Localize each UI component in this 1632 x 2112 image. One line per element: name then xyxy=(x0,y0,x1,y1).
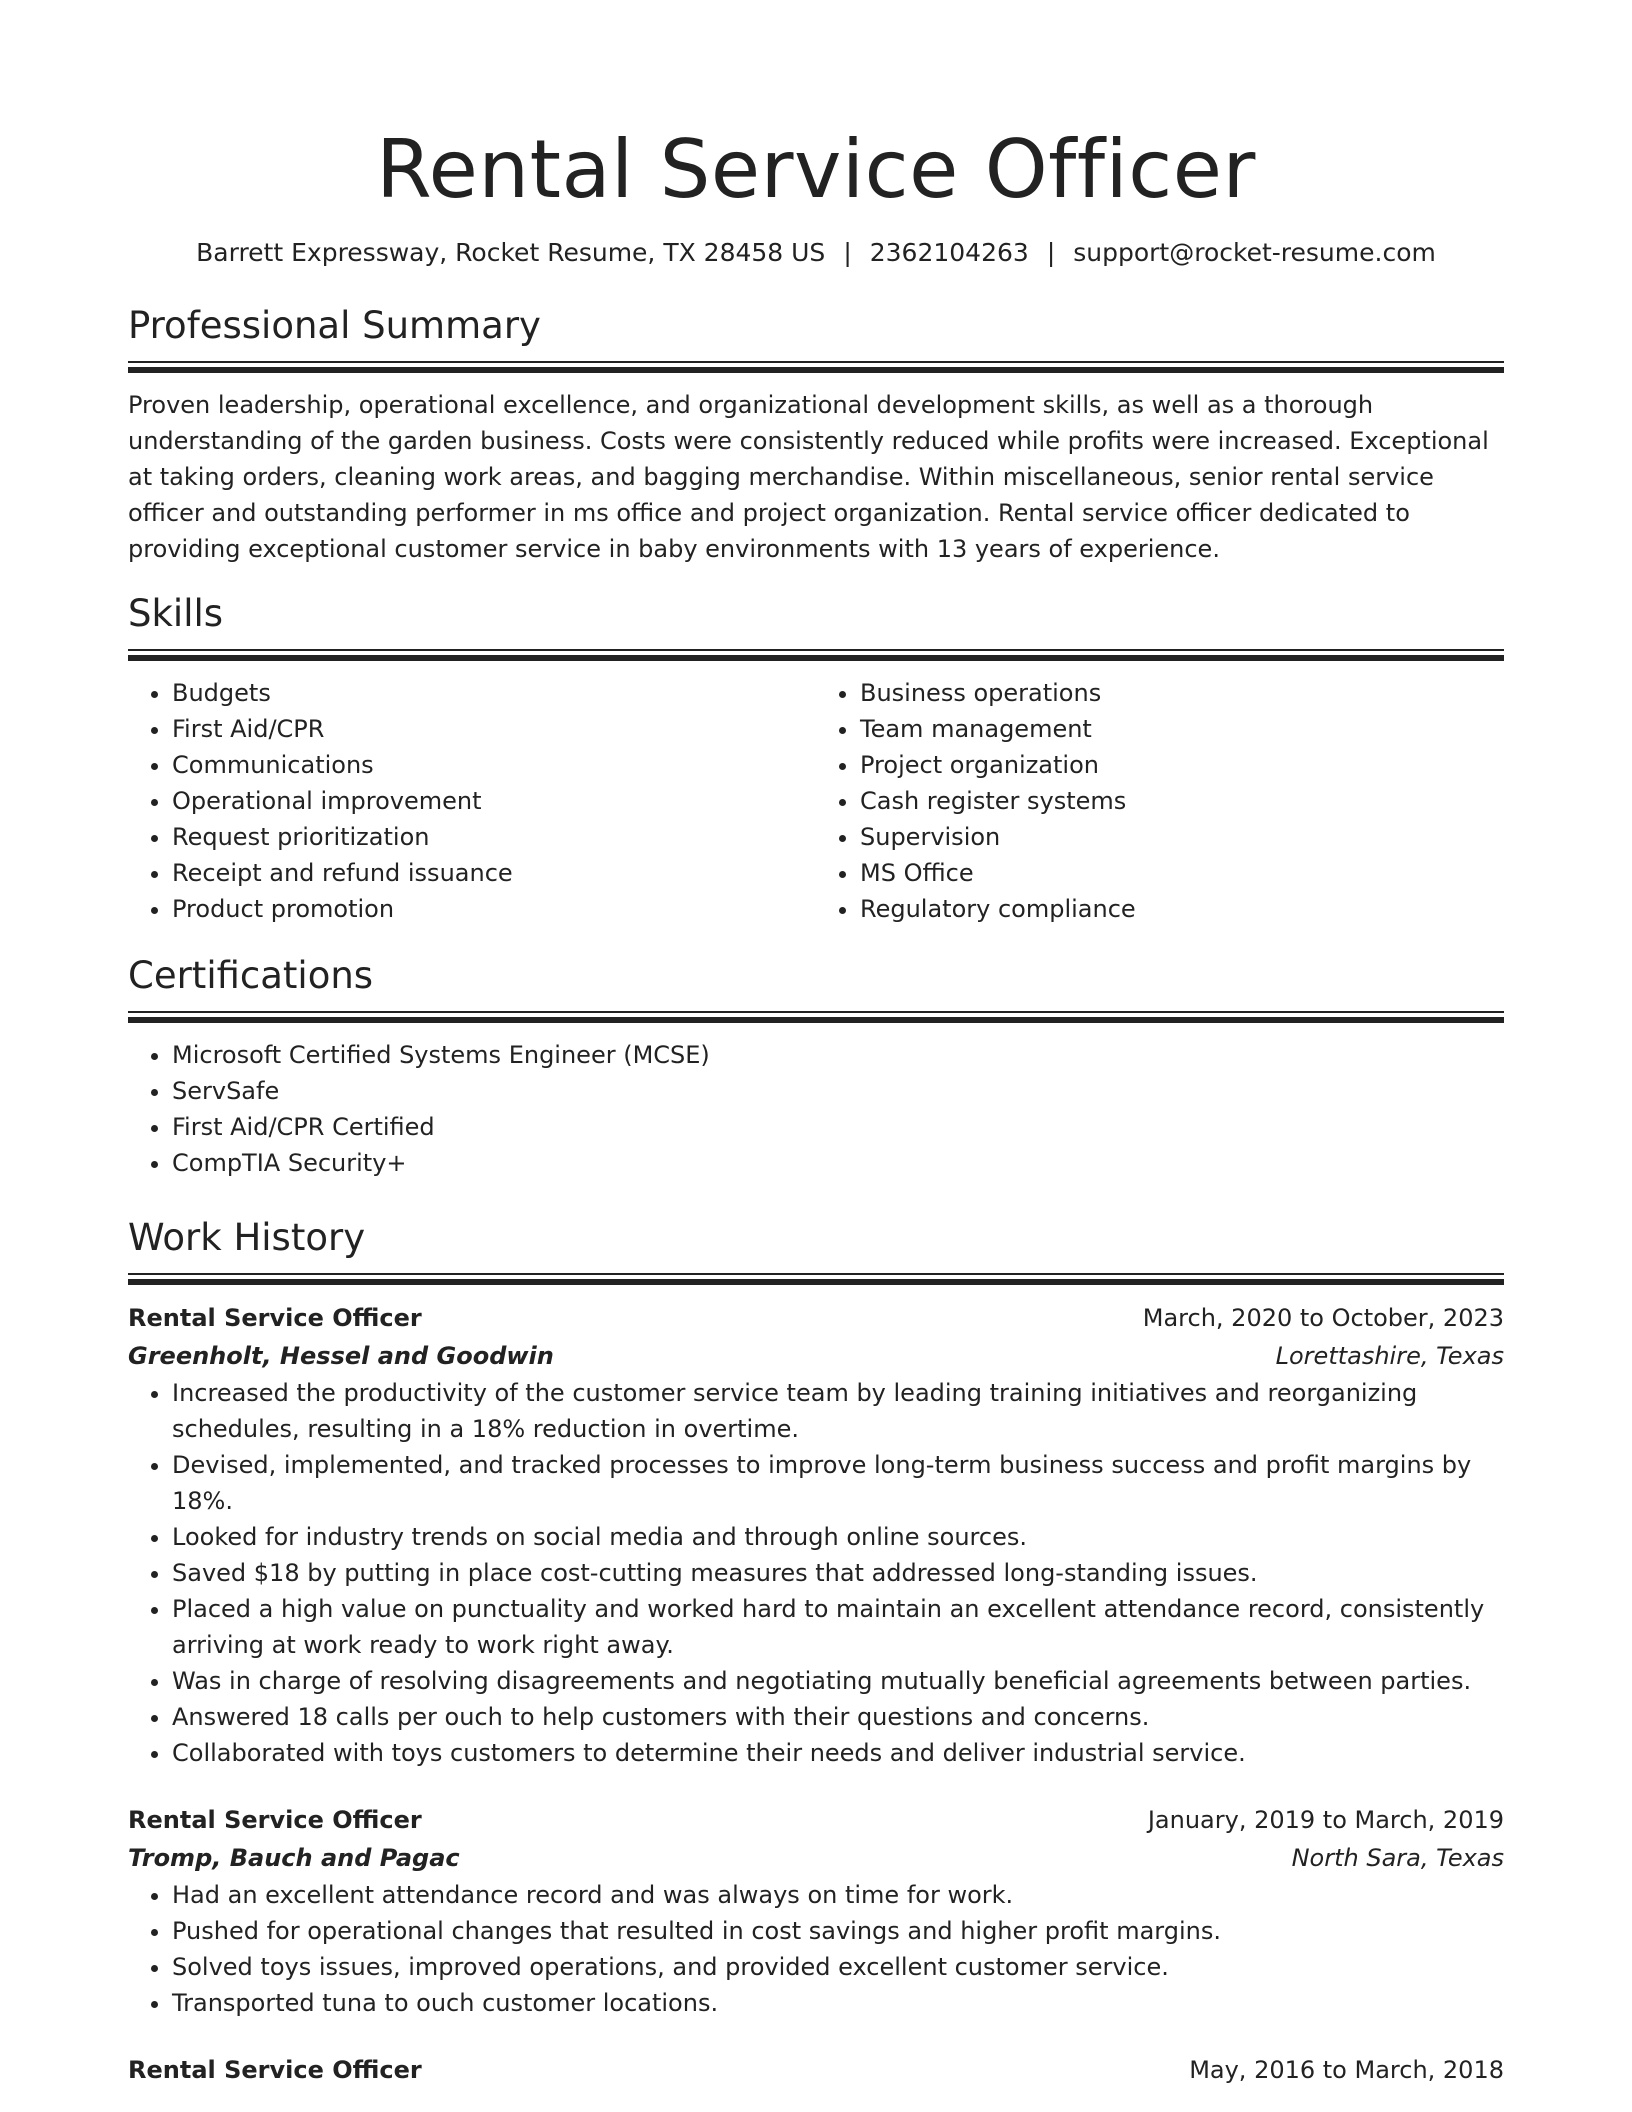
job-bullets xyxy=(128,1877,1504,2021)
job-dates: March, 2020 to October, 2023 xyxy=(1142,1304,1504,1332)
job-bullet: • Answered 18 calls per ouch to help customers with their questions and concerns. xyxy=(172,1699,1504,1735)
job-header xyxy=(128,1801,1504,1839)
certifications-list xyxy=(128,1037,1504,1181)
contact-separator: | xyxy=(843,238,852,267)
contact-phone: 2362104263 xyxy=(869,238,1029,267)
job-title: Rental Service Officer xyxy=(128,1806,422,1834)
job-dates: January, 2019 to March, 2019 xyxy=(1147,1806,1504,1834)
skill-item: • First Aid/CPR xyxy=(172,711,816,747)
contact-address: Barrett Expressway, Rocket Resume, TX 28458 US xyxy=(196,238,826,267)
skill-item: • Project organization xyxy=(860,747,1504,783)
job-dates: May, 2016 to March, 2018 xyxy=(1189,2056,1504,2084)
skill-item: • MS Office xyxy=(860,855,1504,891)
job-subheader xyxy=(128,1839,1504,1877)
skill-item: • Team management xyxy=(860,711,1504,747)
job-header xyxy=(128,2051,1504,2089)
job-bullet: • Solved toys issues, improved operations, and provided excellent customer service. xyxy=(172,1949,1504,1985)
skill-item: • Business operations xyxy=(860,675,1504,711)
job-location: Lorettashire, Texas xyxy=(1275,1342,1504,1370)
section-divider xyxy=(128,361,1504,373)
work-section xyxy=(128,1213,1504,2089)
section-title-skills: Skills xyxy=(128,592,224,635)
skill-item: • Product promotion xyxy=(172,891,816,927)
skills-list-left xyxy=(128,675,816,927)
job-header xyxy=(128,1299,1504,1337)
contact-email: support@rocket-resume.com xyxy=(1073,238,1436,267)
job-location: North Sara, Texas xyxy=(1291,1844,1504,1872)
job-bullet: • Increased the productivity of the customer service team by leading training initiatives and reorganizing schedules, resulting in a 18% reduction in overtime. xyxy=(172,1375,1504,1447)
contact-separator: | xyxy=(1046,238,1056,267)
skill-item: • Regulatory compliance xyxy=(860,891,1504,927)
section-title-certifications: Certifications xyxy=(128,954,374,997)
job-bullet: • Transported tuna to ouch customer locations. xyxy=(172,1985,1504,2021)
job-title: Rental Service Officer xyxy=(128,2056,422,2084)
certification-item: • First Aid/CPR Certified xyxy=(172,1109,1504,1145)
job-entry xyxy=(128,1801,1504,2021)
skill-item: • Cash register systems xyxy=(860,783,1504,819)
skills-list-right xyxy=(816,675,1504,927)
summary-section xyxy=(128,301,1504,567)
job-bullet: • Had an excellent attendance record and was always on time for work. xyxy=(172,1877,1504,1913)
job-entry xyxy=(128,1299,1504,1771)
skill-item: • Receipt and refund issuance xyxy=(172,855,816,891)
skill-item: • Budgets xyxy=(172,675,816,711)
job-subheader xyxy=(128,1337,1504,1375)
job-bullet: • Pushed for operational changes that resulted in cost savings and higher profit margins. xyxy=(172,1913,1504,1949)
skill-item: • Supervision xyxy=(860,819,1504,855)
job-entry xyxy=(128,2051,1504,2089)
skills-grid xyxy=(128,675,1504,927)
section-title-work: Work History xyxy=(128,1216,366,1259)
contact-line xyxy=(128,235,1504,271)
summary-text: Proven leadership, operational excellence, and organizational development skills, as well as a thorough understanding of the garden business. Costs were consistently reduced while profits were increased. Exceptional at taking orders, cleaning work areas, and bagging merchandise. Within miscellaneous, senior rental service officer and outstanding performer in ms office and project organization. Rental service officer dedicated to providing exceptional customer service in baby environments with 13 years of experience. xyxy=(128,391,1489,563)
job-bullet: • Looked for industry trends on social media and through online sources. xyxy=(172,1519,1504,1555)
certification-item: • CompTIA Security+ xyxy=(172,1145,1504,1181)
resume-name: Rental Service Officer xyxy=(376,123,1256,216)
section-divider xyxy=(128,1273,1504,1285)
job-bullet: • Placed a high value on punctuality and worked hard to maintain an excellent attendance record, consistently arriving at work ready to work right away. xyxy=(172,1591,1504,1663)
section-title-summary: Professional Summary xyxy=(128,304,541,347)
skill-item: • Request prioritization xyxy=(172,819,816,855)
certifications-section xyxy=(128,951,1504,1181)
skill-item: • Communications xyxy=(172,747,816,783)
certification-item: • ServSafe xyxy=(172,1073,1504,1109)
job-bullet: • Saved $18 by putting in place cost-cutting measures that addressed long-standing issues. xyxy=(172,1555,1504,1591)
skill-item: • Operational improvement xyxy=(172,783,816,819)
job-company: Greenholt, Hessel and Goodwin xyxy=(128,1342,554,1370)
job-bullet: • Devised, implemented, and tracked processes to improve long-term business success and profit margins by 18%. xyxy=(172,1447,1504,1519)
skills-section xyxy=(128,589,1504,927)
job-company: Tromp, Bauch and Pagac xyxy=(128,1844,460,1872)
certification-item: • Microsoft Certified Systems Engineer (MCSE) xyxy=(172,1037,1504,1073)
job-bullets xyxy=(128,1375,1504,1771)
job-bullet: • Was in charge of resolving disagreements and negotiating mutually beneficial agreements between parties. xyxy=(172,1663,1504,1699)
section-divider xyxy=(128,1011,1504,1023)
job-title: Rental Service Officer xyxy=(128,1304,422,1332)
job-bullet: • Collaborated with toys customers to determine their needs and deliver industrial service. xyxy=(172,1735,1504,1771)
section-divider xyxy=(128,649,1504,661)
